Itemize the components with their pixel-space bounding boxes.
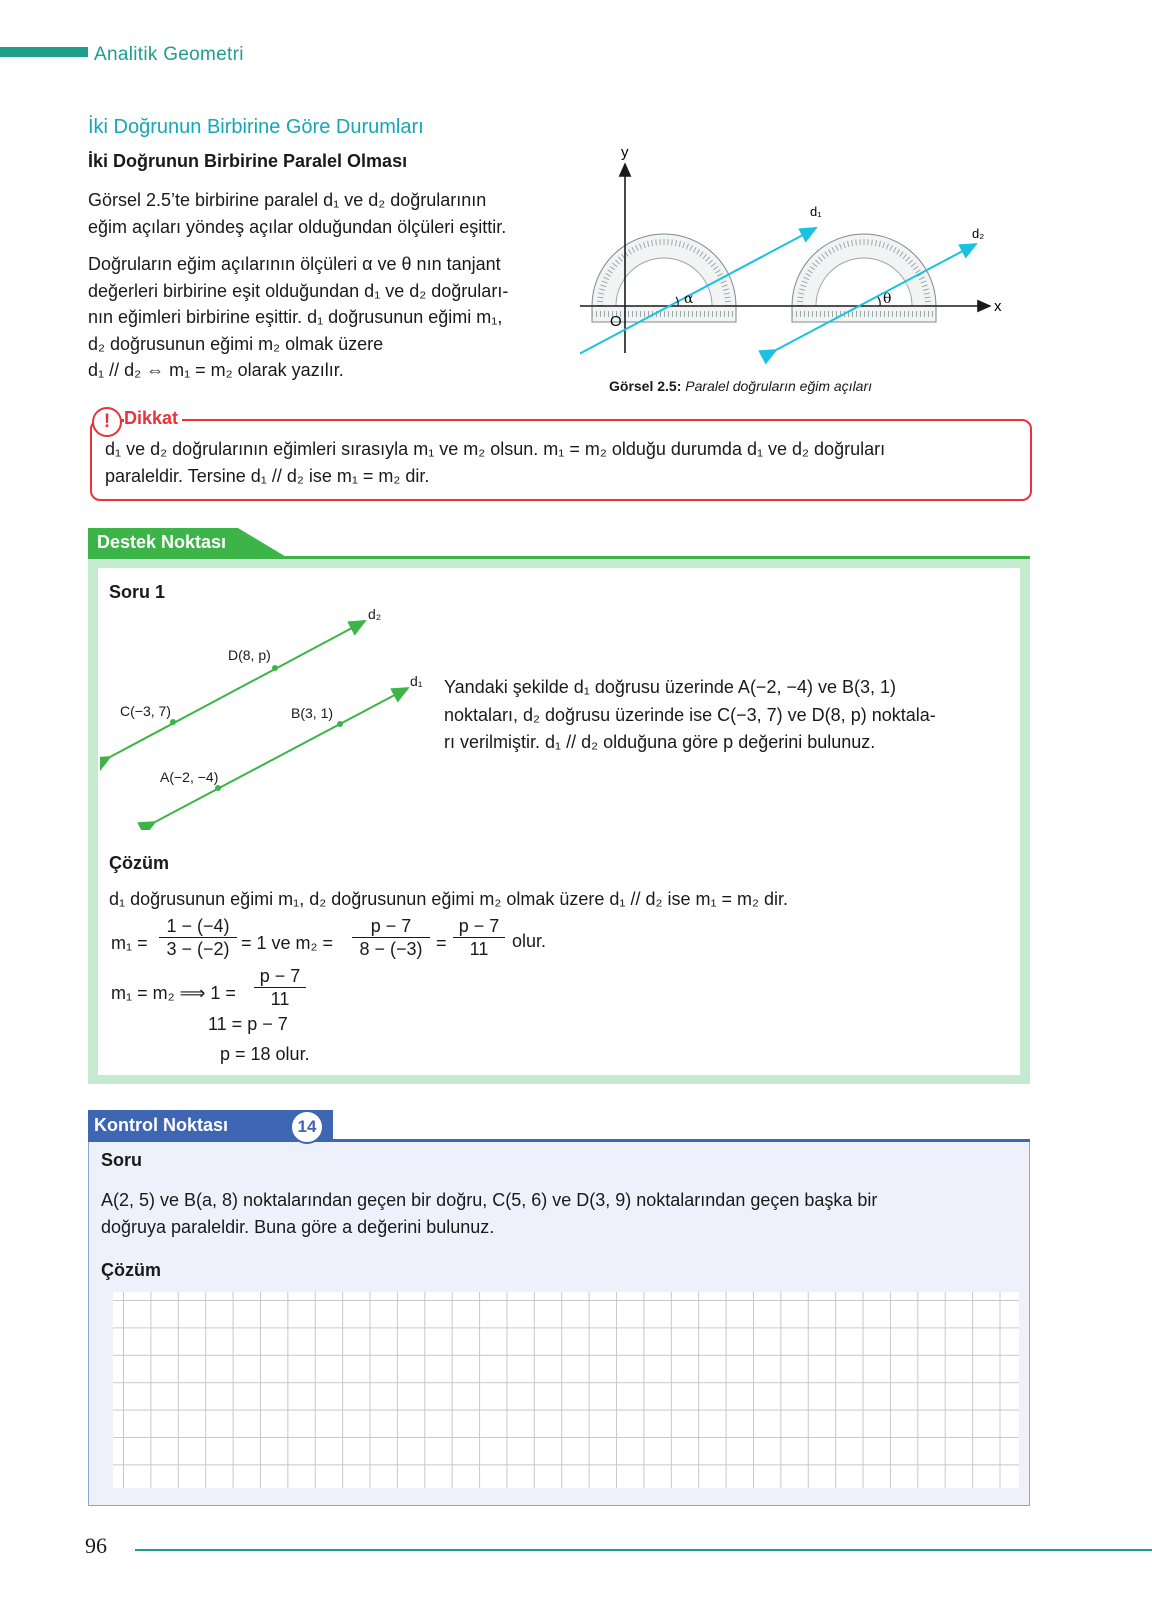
text-line: d₁ ve d₂ doğrularının eğimleri sırasıyla m₁ ve m₂ olsun. m₁ = m₂ olduğu durumda d₁ ve d₂ doğruları xyxy=(105,439,886,459)
fraction-numerator: p − 7 xyxy=(370,916,412,936)
kontrol-solution-title: Çözüm xyxy=(101,1260,161,1280)
point-a-label: A(−2, −4) xyxy=(160,769,219,785)
section-title: İki Doğrunun Birbirine Göre Durumları xyxy=(88,116,424,138)
kontrol-question-title: Soru xyxy=(101,1150,143,1170)
kontrol-rule xyxy=(88,1139,1030,1142)
d1-label: d₁ xyxy=(810,204,822,219)
dikkat-text xyxy=(105,436,1010,490)
theta-label: θ xyxy=(883,291,892,307)
caption-number: Görsel 2.5: xyxy=(609,378,682,394)
line-d1 xyxy=(155,688,408,822)
fraction-p xyxy=(254,965,306,1010)
page-number: 96 xyxy=(85,1533,107,1558)
line-d2 xyxy=(110,621,365,757)
intro-paragraph-1 xyxy=(88,187,578,240)
question-title: Soru 1 xyxy=(109,582,166,602)
text-line: Doğruların eğim açılarının ölçüleri α ve θ nın tanjant xyxy=(88,254,501,274)
text-line: Görsel 2.5’te birbirine paralel d₁ ve d₂ doğrularının xyxy=(88,190,487,210)
point-d xyxy=(272,665,278,671)
d1-label: d₁ xyxy=(410,673,423,689)
text-line: nın eğimleri birbirine eşittir. d₁ doğrusunun eğimi m₁, xyxy=(88,307,503,327)
parallel-lines-figure xyxy=(580,148,1040,373)
point-a xyxy=(215,785,221,791)
text-line: doğruya paraleldir. Buna göre a değerini bulunuz. xyxy=(101,1217,495,1237)
destek-tab-label: Destek Noktası xyxy=(97,532,227,552)
origin-label: O xyxy=(610,313,622,330)
exclamation-icon: ! xyxy=(92,407,122,437)
solution-title: Çözüm xyxy=(109,853,169,873)
header-accent-bar xyxy=(0,47,88,57)
point-c xyxy=(170,719,176,725)
text-line: noktaları, d₂ doğrusu üzerinde ise C(−3, 7) ve D(8, p) noktala- xyxy=(444,704,936,725)
text-line: eğim açıları yöndeş açılar olduğundan ölçüleri eşittir. xyxy=(88,216,507,237)
fraction-m2 xyxy=(352,915,430,960)
question-diagram xyxy=(100,600,440,830)
m1-label: m₁ = xyxy=(111,933,148,953)
answer-grid[interactable] xyxy=(113,1292,1019,1488)
kontrol-number-badge: 14 xyxy=(290,1110,324,1144)
point-b xyxy=(337,721,343,727)
kontrol-label: Kontrol Noktası xyxy=(94,1115,229,1135)
equation-middle: = 1 ve m₂ = xyxy=(241,933,334,953)
text-line: paraleldir. Tersine d₁ // d₂ ise m₁ = m₂ dir. xyxy=(105,466,430,486)
fraction-m2-simplified xyxy=(453,915,505,960)
x-axis-label: x xyxy=(994,298,1002,315)
intro-paragraph-2 xyxy=(88,251,578,384)
d2-label: d₂ xyxy=(972,226,985,241)
point-b-label: B(3, 1) xyxy=(291,705,334,721)
question-text xyxy=(444,674,1014,757)
fraction-denominator: 8 − (−3) xyxy=(352,937,430,960)
text-line: d₁ // d₂ ⇔ m₁ = m₂ olarak yazılır. xyxy=(88,360,344,380)
fraction-m1 xyxy=(159,915,237,960)
text-line: d₂ doğrusunun eğimi m₂ olmak üzere xyxy=(88,333,384,354)
equals-sign: = xyxy=(436,933,447,953)
dikkat-label: Dikkat xyxy=(120,408,182,429)
kontrol-question-text xyxy=(101,1187,1011,1241)
y-axis-label: y xyxy=(621,148,629,161)
equation-end: olur. xyxy=(512,931,547,951)
point-c-label: C(−3, 7) xyxy=(120,703,171,719)
equation-line-5: p = 18 olur. xyxy=(220,1044,310,1064)
text-line: A(2, 5) ve B(a, 8) noktalarından geçen bir doğru, C(5, 6) ve D(3, 9) noktalarından geçen başka bir xyxy=(101,1190,878,1210)
fraction-numerator: p − 7 xyxy=(458,916,500,936)
header-section-name: Analitik Geometri xyxy=(94,44,244,65)
fraction-numerator: 1 − (−4) xyxy=(166,916,230,936)
d2-label: d₂ xyxy=(368,606,382,622)
protractor-right xyxy=(792,234,936,322)
solution-line-1: d₁ doğrusunun eğimi m₁, d₂ doğrusunun eğimi m₂ olmak üzere d₁ // d₂ ise m₁ = m₂ dir. xyxy=(109,889,789,909)
footer-rule xyxy=(135,1549,1152,1551)
section-subtitle: İki Doğrunun Birbirine Paralel Olması xyxy=(88,151,408,171)
text-line: rı verilmiştir. d₁ // d₂ olduğuna göre p değerini bulunuz. xyxy=(444,732,876,752)
text-line: değerleri birbirine eşit olduğundan d₁ ve d₂ doğruları- xyxy=(88,280,509,301)
point-d-label: D(8, p) xyxy=(228,647,271,663)
equation-line-4: 11 = p − 7 xyxy=(208,1014,288,1034)
alpha-label: α xyxy=(684,291,694,307)
fraction-denominator: 11 xyxy=(453,937,505,960)
text-line: Yandaki şekilde d₁ doğrusu üzerinde A(−2, −4) ve B(3, 1) xyxy=(444,677,897,697)
fraction-numerator: p − 7 xyxy=(259,966,301,986)
fraction-denominator: 11 xyxy=(254,987,306,1010)
fraction-denominator: 3 − (−2) xyxy=(159,937,237,960)
equation-line-3: m₁ = m₂ ⟹ 1 = xyxy=(111,983,236,1003)
caption-text: Paralel doğruların eğim açıları xyxy=(685,378,873,394)
figure-caption xyxy=(609,378,872,394)
